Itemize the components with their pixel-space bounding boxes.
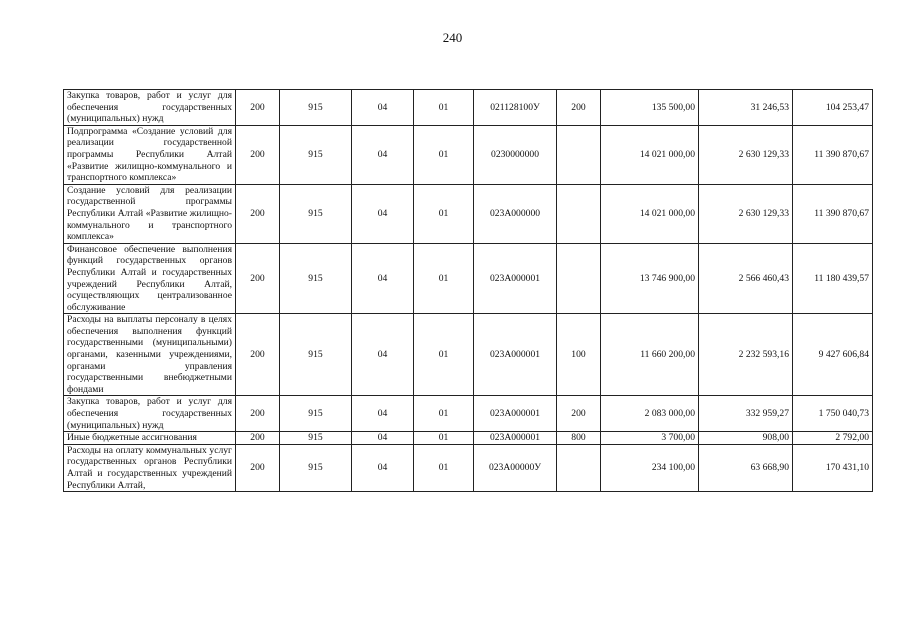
- row-code-2: 915: [280, 184, 352, 243]
- row-sum-2: 332 959,27: [699, 396, 793, 432]
- row-code-3: 04: [352, 432, 414, 445]
- row-name: Иные бюджетные ассигнования: [64, 432, 236, 445]
- row-sum-2: 31 246,53: [699, 90, 793, 126]
- row-sum-3: 11 390 870,67: [793, 184, 873, 243]
- row-sum-1: 13 746 900,00: [601, 243, 699, 314]
- row-sum-2: 63 668,90: [699, 444, 793, 491]
- row-code-3: 04: [352, 314, 414, 396]
- row-code-1: 200: [236, 396, 280, 432]
- row-code-4: 01: [414, 90, 474, 126]
- row-code-3: 04: [352, 184, 414, 243]
- row-sum-2: 2 630 129,33: [699, 184, 793, 243]
- row-target-article: 023А000001: [474, 432, 557, 445]
- row-sum-3: 11 180 439,57: [793, 243, 873, 314]
- row-code-2: 915: [280, 444, 352, 491]
- budget-table: [63, 89, 873, 492]
- row-code-2: 915: [280, 125, 352, 184]
- row-expense-type: 200: [557, 396, 601, 432]
- table-body: [64, 90, 873, 492]
- row-sum-3: 1 750 040,73: [793, 396, 873, 432]
- row-name: Подпрограмма «Создание условий для реализации государственной программы Республики Алтай «Развитие жилищно-коммунального и транспортного комплекса»: [64, 125, 236, 184]
- table-row: [64, 444, 873, 491]
- row-code-1: 200: [236, 314, 280, 396]
- row-code-3: 04: [352, 90, 414, 126]
- row-code-4: 01: [414, 396, 474, 432]
- row-target-article: 023А000001: [474, 396, 557, 432]
- row-sum-1: 14 021 000,00: [601, 184, 699, 243]
- row-sum-2: 2 566 460,43: [699, 243, 793, 314]
- row-sum-3: 170 431,10: [793, 444, 873, 491]
- row-code-1: 200: [236, 90, 280, 126]
- row-expense-type: [557, 243, 601, 314]
- row-code-2: 915: [280, 90, 352, 126]
- row-code-3: 04: [352, 444, 414, 491]
- row-code-4: 01: [414, 314, 474, 396]
- row-code-4: 01: [414, 444, 474, 491]
- row-target-article: 0230000000: [474, 125, 557, 184]
- row-sum-1: 14 021 000,00: [601, 125, 699, 184]
- row-code-2: 915: [280, 314, 352, 396]
- row-code-1: 200: [236, 444, 280, 491]
- row-code-4: 01: [414, 243, 474, 314]
- table-row: [64, 432, 873, 445]
- row-code-4: 01: [414, 184, 474, 243]
- row-target-article: 021128100У: [474, 90, 557, 126]
- row-code-4: 01: [414, 432, 474, 445]
- row-expense-type: 800: [557, 432, 601, 445]
- row-code-3: 04: [352, 396, 414, 432]
- table-row: [64, 184, 873, 243]
- row-target-article: 023А000001: [474, 243, 557, 314]
- row-expense-type: [557, 184, 601, 243]
- row-sum-1: 11 660 200,00: [601, 314, 699, 396]
- table-row: [64, 396, 873, 432]
- row-name: Расходы на выплаты персоналу в целях обеспечения выполнения функций государственными (муниципальными) органами, казенными учреждениями, органами управления государственными внебюджетными фондами: [64, 314, 236, 396]
- row-sum-3: 104 253,47: [793, 90, 873, 126]
- row-code-3: 04: [352, 125, 414, 184]
- row-code-2: 915: [280, 396, 352, 432]
- row-expense-type: 200: [557, 90, 601, 126]
- row-sum-2: 2 630 129,33: [699, 125, 793, 184]
- row-code-4: 01: [414, 125, 474, 184]
- row-expense-type: 100: [557, 314, 601, 396]
- row-code-1: 200: [236, 432, 280, 445]
- row-sum-3: 9 427 606,84: [793, 314, 873, 396]
- row-name: Финансовое обеспечение выполнения функций государственных органов Республики Алтай и государственных учреждений Республики Алтай, осуществляющих централизованное обслуживание: [64, 243, 236, 314]
- table-row: [64, 90, 873, 126]
- row-sum-1: 234 100,00: [601, 444, 699, 491]
- row-sum-2: 2 232 593,16: [699, 314, 793, 396]
- row-target-article: 023А000000: [474, 184, 557, 243]
- row-code-1: 200: [236, 125, 280, 184]
- row-name: Закупка товаров, работ и услуг для обеспечения государственных (муниципальных) нужд: [64, 90, 236, 126]
- row-target-article: 023А00000У: [474, 444, 557, 491]
- row-code-1: 200: [236, 243, 280, 314]
- table-row: [64, 314, 873, 396]
- row-sum-1: 135 500,00: [601, 90, 699, 126]
- row-sum-1: 3 700,00: [601, 432, 699, 445]
- table-row: [64, 125, 873, 184]
- row-expense-type: [557, 444, 601, 491]
- row-name: Закупка товаров, работ и услуг для обеспечения государственных (муниципальных) нужд: [64, 396, 236, 432]
- row-code-1: 200: [236, 184, 280, 243]
- row-code-3: 04: [352, 243, 414, 314]
- row-sum-3: 11 390 870,67: [793, 125, 873, 184]
- row-code-2: 915: [280, 432, 352, 445]
- row-target-article: 023А000001: [474, 314, 557, 396]
- table-row: [64, 243, 873, 314]
- row-expense-type: [557, 125, 601, 184]
- row-sum-3: 2 792,00: [793, 432, 873, 445]
- row-name: Расходы на оплату коммунальных услуг государственных органов Республики Алтай и государственных учреждений Республики Алтай,: [64, 444, 236, 491]
- row-sum-1: 2 083 000,00: [601, 396, 699, 432]
- row-code-2: 915: [280, 243, 352, 314]
- page-number: 240: [442, 30, 463, 45]
- row-sum-2: 908,00: [699, 432, 793, 445]
- row-name: Создание условий для реализации государственной программы Республики Алтай «Развитие жилищно-коммунального и транспортного комплекса»: [64, 184, 236, 243]
